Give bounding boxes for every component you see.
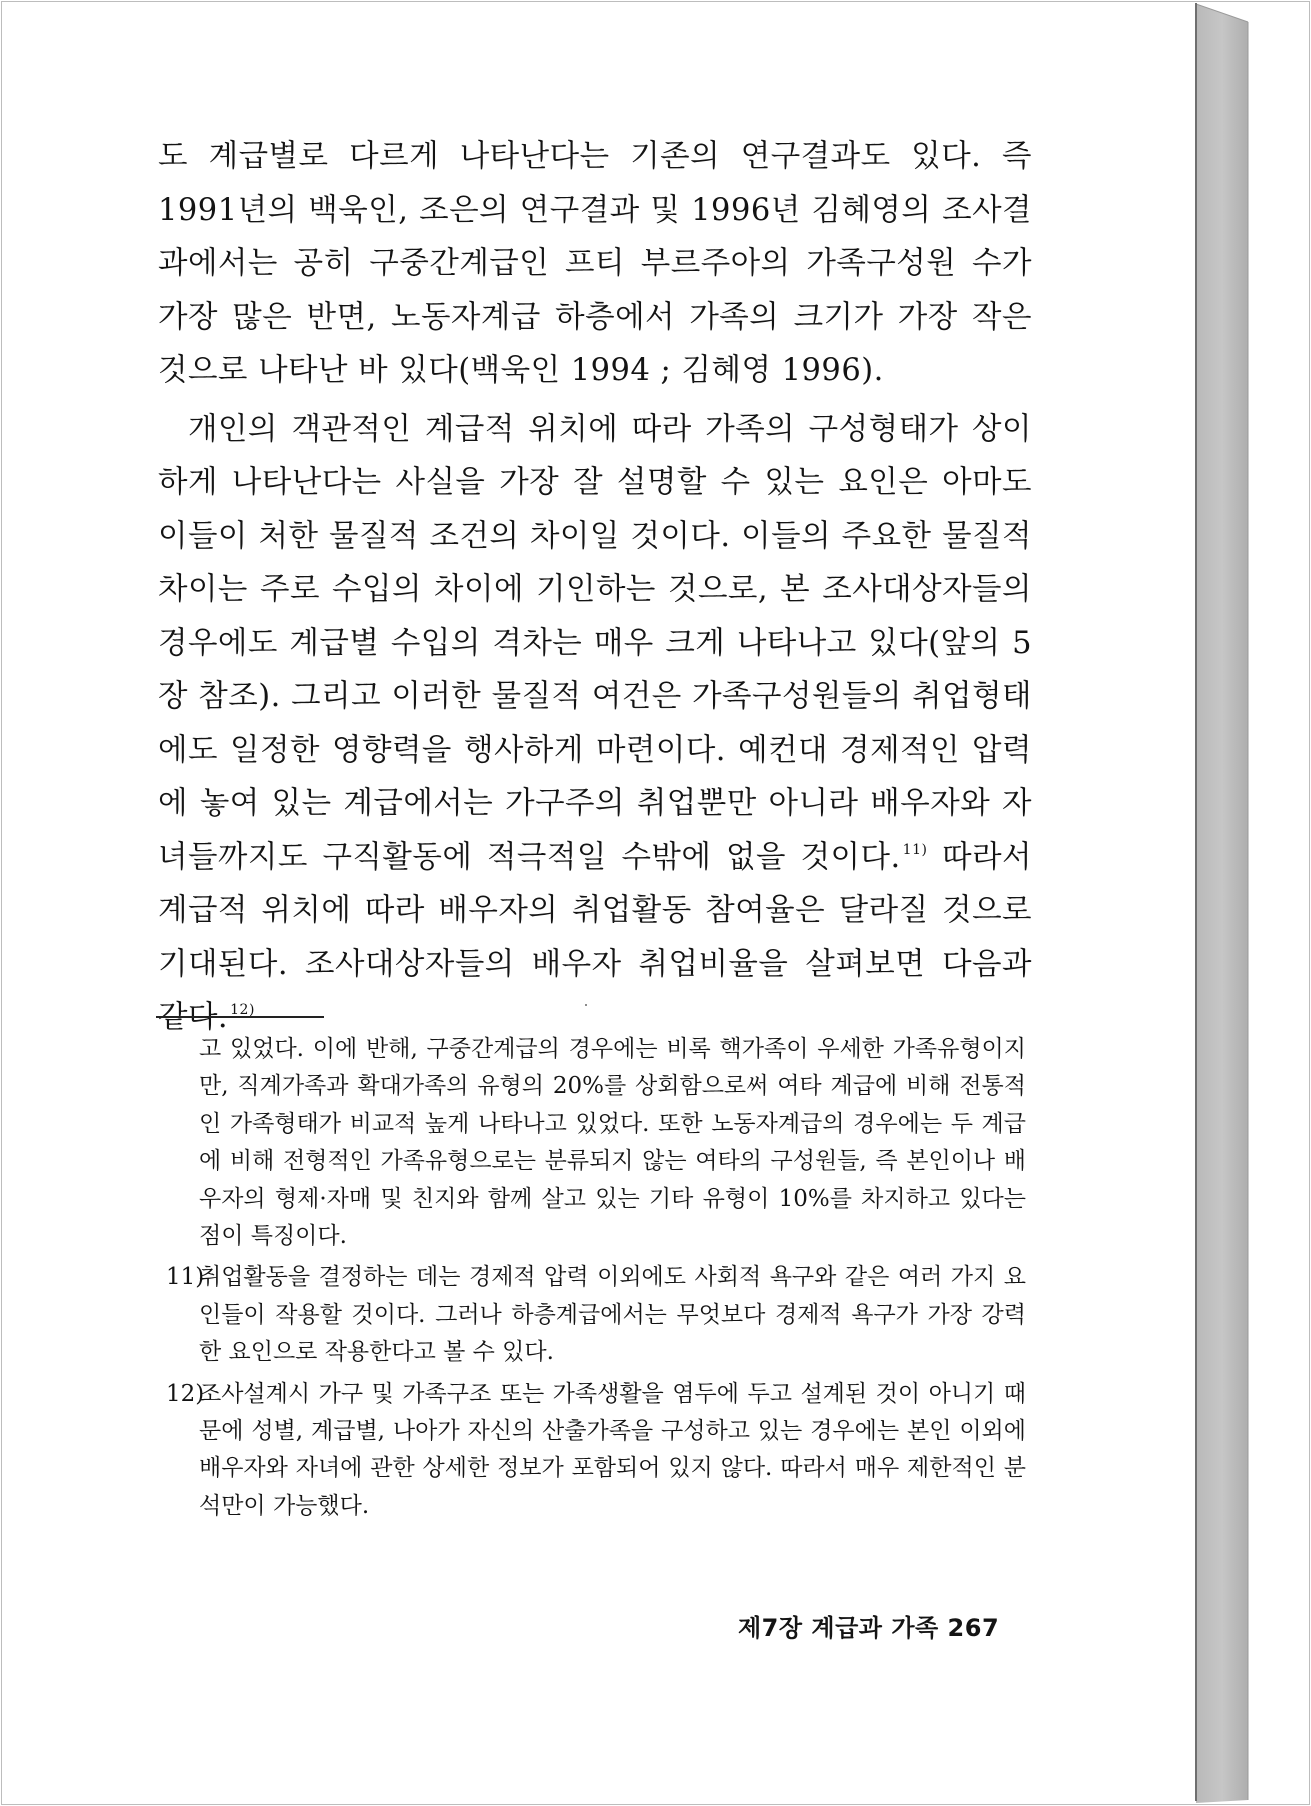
running-footer: 제7장 계급과 가족 267: [738, 1614, 1000, 1642]
footnote-continued: 고 있었다. 이에 반해, 구중간계급의 경우에는 비록 핵가족이 우세한 가족유형이지만, 직계가족과 확대가족의 유형의 20%를 상회함으로써 여타 계급에 비해 전통적인 가족형태가 비교적 높게 나타나고 있었다. 또한 노동자계급의 경우에는 두 계급에 비해 전형적인 가족유형으로는 분류되지 않는 여타의 구성원들, 즉 본인이나 배우자의 형제·자매 및 친지와 함께 살고 있는 기타 유형이 10%를 차지하고 있다는 점이 특징이다.: [199, 1036, 1026, 1250]
book-page-edge: [1196, 0, 1311, 1806]
paragraph-2-part-2: 따라서 계급적 위치에 따라 배우자의 취업활동 참여율은 달라질 것으로 기대된다. 조사대상자들의 배우자 취업비율을 살펴보면 다음과 같다.: [158, 839, 1032, 1035]
footnote-separator: [156, 1016, 324, 1018]
footnote-11: [158, 1259, 1026, 1371]
paragraph-2: [158, 403, 1032, 1045]
footnote-11-number: 11): [166, 1264, 205, 1291]
paragraph-1: 도 계급별로 다르게 나타난다는 기존의 연구결과도 있다. 즉 1991년의 백욱인, 조은의 연구결과 및 1996년 김혜영의 조사결과에서는 공히 구중간계급인 프티 부르주아의 가족구성원 수가 가장 많은 반면, 노동자계급 하층에서 가족의 크기가 가장 작은 것으로 나타난 바 있다(백욱인 1994 ; 김혜영 1996).: [158, 139, 1032, 388]
footnote-12: [158, 1376, 1026, 1526]
footnote-ref-11: 11): [902, 841, 928, 858]
print-speck: [585, 1004, 587, 1006]
footnote-12-number: 12): [166, 1380, 205, 1407]
footnotes: [158, 1031, 1026, 1525]
body-text: [158, 130, 1032, 1045]
footnote-ref-12: 12): [230, 1002, 255, 1018]
footnote-11-text: 취업활동을 결정하는 데는 경제적 압력 이외에도 사회적 욕구와 같은 여러 가지 요인들이 작용할 것이다. 그러나 하층계급에서는 무엇보다 경제적 욕구가 가장 강력한 요인으로 작용한다고 볼 수 있다.: [199, 1264, 1026, 1366]
paragraph-2-part-1: 개인의 객관적인 계급적 위치에 따라 가족의 구성형태가 상이하게 나타난다는 사실을 가장 잘 설명할 수 있는 요인은 아마도 이들이 처한 물질적 조건의 차이일 것이다. 이들의 주요한 물질적 차이는 주로 수입의 차이에 기인하는 것으로, 본 조사대상자들의 경우에도 계급별 수입의 격차는 매우 크게 나타나고 있다(앞의 5장 참조). 그리고 이러한 물질적 여건은 가족구성원들의 취업형태에도 일정한 영향력을 행사하게 마련이다. 예컨대 경제적인 압력에 놓여 있는 계급에서는 가구주의 취업뿐만 아니라 배우자와 자녀들까지도 구직활동에 적극적일 수밖에 없을 것이다.: [158, 411, 1032, 875]
footnote-12-text: 조사설계시 가구 및 가족구조 또는 가족생활을 염두에 두고 설계된 것이 아니기 때문에 성별, 계급별, 나아가 자신의 산출가족을 구성하고 있는 경우에는 본인 이외에 배우자와 자녀에 관한 상세한 정보가 포함되어 있지 않다. 따라서 매우 제한적인 분석만이 가능했다.: [199, 1380, 1026, 1519]
